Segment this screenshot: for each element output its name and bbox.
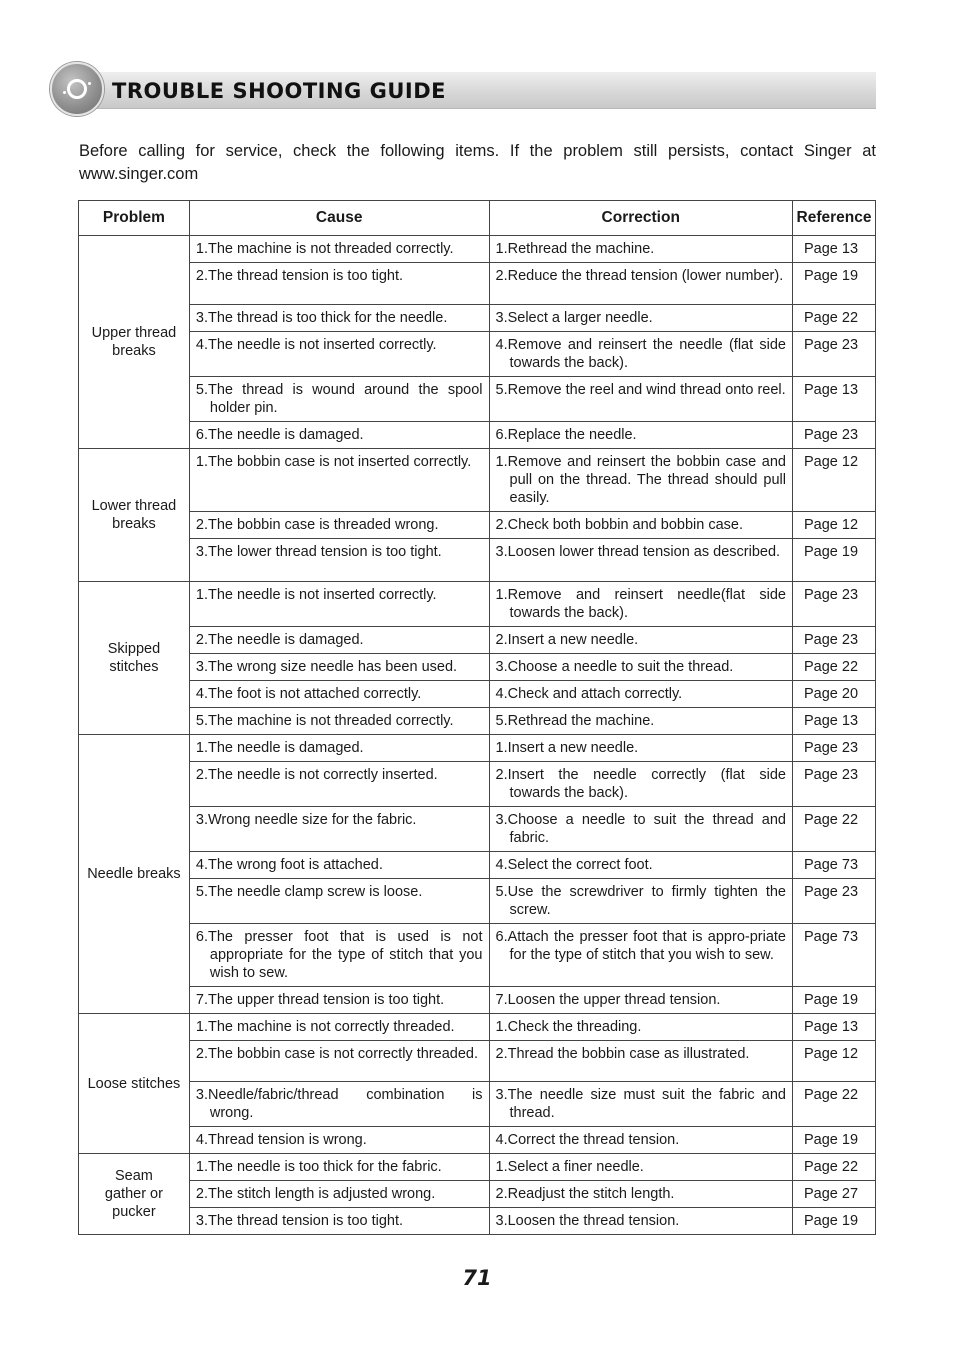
table-row bbox=[79, 879, 876, 924]
correction-cell-text: 3.Select a larger needle. bbox=[495, 310, 653, 326]
correction-cell-text: 4.Remove and reinsert the needle (flat side towards the back). bbox=[495, 337, 786, 371]
cause-cell-text: 7.The upper thread tension is too tight. bbox=[195, 992, 445, 1008]
cause-cell-text: 2.The stitch length is adjusted wrong. bbox=[195, 1186, 436, 1202]
cause-cell bbox=[189, 1208, 489, 1235]
table-header-row bbox=[79, 201, 876, 236]
cause-cell-text: 4.The needle is not inserted correctly. bbox=[195, 337, 437, 353]
table-row bbox=[79, 708, 876, 735]
correction-cell bbox=[489, 654, 792, 681]
reference-cell: Page 19 bbox=[792, 987, 875, 1014]
cause-cell bbox=[189, 1154, 489, 1181]
gear-bullet-icon bbox=[50, 62, 104, 116]
cause-cell-text: 4.The wrong foot is attached. bbox=[195, 857, 383, 873]
reference-cell: Page 22 bbox=[792, 807, 875, 852]
table-body bbox=[79, 236, 876, 1235]
cause-cell-text: 6.The presser foot that is used is not appropriate for the type of stitch that you wish to sew. bbox=[195, 929, 483, 981]
reference-cell: Page 13 bbox=[792, 708, 875, 735]
reference-cell: Page 22 bbox=[792, 1154, 875, 1181]
correction-cell-text: 3.The needle size must suit the fabric and thread. bbox=[495, 1087, 786, 1121]
table-row bbox=[79, 1041, 876, 1082]
reference-cell: Page 23 bbox=[792, 332, 875, 377]
correction-cell-text: 2.Check both bobbin and bobbin case. bbox=[495, 517, 743, 533]
correction-cell-text: 1.Rethread the machine. bbox=[495, 241, 655, 257]
correction-cell-text: 1.Select a finer needle. bbox=[495, 1159, 644, 1175]
correction-cell bbox=[489, 582, 792, 627]
correction-cell-text: 3.Loosen lower thread tension as described. bbox=[495, 544, 781, 560]
cause-cell-text: 1.The needle is damaged. bbox=[195, 740, 364, 756]
reference-cell: Page 19 bbox=[792, 1208, 875, 1235]
column-header-cause: Cause bbox=[189, 201, 489, 236]
cause-cell bbox=[189, 512, 489, 539]
cause-cell-text: 3.Needle/fabric/thread combination is wrong. bbox=[195, 1087, 483, 1121]
reference-cell: Page 20 bbox=[792, 681, 875, 708]
reference-cell: Page 22 bbox=[792, 305, 875, 332]
cause-cell bbox=[189, 1181, 489, 1208]
correction-cell bbox=[489, 1082, 792, 1127]
correction-cell bbox=[489, 924, 792, 987]
cause-cell bbox=[189, 1014, 489, 1041]
table-row bbox=[79, 1127, 876, 1154]
correction-cell-text: 2.Insert a new needle. bbox=[495, 632, 639, 648]
correction-cell-text: 3.Loosen the thread tension. bbox=[495, 1213, 680, 1229]
correction-cell-text: 2.Reduce the thread tension (lower number). bbox=[495, 268, 784, 284]
reference-cell: Page 23 bbox=[792, 422, 875, 449]
correction-cell bbox=[489, 879, 792, 924]
correction-cell-text: 7.Loosen the upper thread tension. bbox=[495, 992, 721, 1008]
table-row bbox=[79, 924, 876, 987]
reference-cell: Page 23 bbox=[792, 879, 875, 924]
reference-cell: Page 23 bbox=[792, 735, 875, 762]
table-row bbox=[79, 449, 876, 512]
cause-cell-text: 3.The wrong size needle has been used. bbox=[195, 659, 458, 675]
cause-cell bbox=[189, 449, 489, 512]
reference-cell: Page 13 bbox=[792, 236, 875, 263]
problem-cell: Needle breaks bbox=[79, 735, 190, 1014]
table-row bbox=[79, 1154, 876, 1181]
cause-cell bbox=[189, 735, 489, 762]
correction-cell-text: 4.Select the correct foot. bbox=[495, 857, 653, 873]
cause-cell-text: 2.The bobbin case is not correctly threaded. bbox=[195, 1046, 478, 1062]
table-row bbox=[79, 512, 876, 539]
table-row bbox=[79, 332, 876, 377]
section-header bbox=[50, 62, 876, 116]
reference-cell: Page 23 bbox=[792, 762, 875, 807]
correction-cell-text: 6.Attach the presser foot that is appro-priate for the type of stitch that you wish to sew. bbox=[495, 929, 786, 963]
reference-cell: Page 12 bbox=[792, 512, 875, 539]
cause-cell-text: 3.The thread tension is too tight. bbox=[195, 1213, 404, 1229]
correction-cell bbox=[489, 1127, 792, 1154]
cause-cell bbox=[189, 263, 489, 305]
table-row bbox=[79, 1082, 876, 1127]
reference-cell: Page 12 bbox=[792, 449, 875, 512]
correction-cell bbox=[489, 708, 792, 735]
cause-cell-text: 5.The needle clamp screw is loose. bbox=[195, 884, 423, 900]
table-row bbox=[79, 762, 876, 807]
cause-cell bbox=[189, 377, 489, 422]
correction-cell bbox=[489, 852, 792, 879]
intro-paragraph: Before calling for service, check the following items. If the problem still persists, contact Singer at www.singer.com bbox=[79, 142, 876, 183]
correction-cell-text: 4.Check and attach correctly. bbox=[495, 686, 683, 702]
cause-cell bbox=[189, 987, 489, 1014]
cause-cell-text: 5.The machine is not threaded correctly. bbox=[195, 713, 454, 729]
cause-cell-text: 4.Thread tension is wrong. bbox=[195, 1132, 367, 1148]
correction-cell bbox=[489, 449, 792, 512]
reference-cell: Page 19 bbox=[792, 263, 875, 305]
problem-cell: Seam gather or pucker bbox=[79, 1154, 190, 1235]
reference-cell: Page 19 bbox=[792, 1127, 875, 1154]
cause-cell bbox=[189, 582, 489, 627]
cause-cell-text: 6.The needle is damaged. bbox=[195, 427, 364, 443]
correction-cell bbox=[489, 1154, 792, 1181]
cause-cell bbox=[189, 1041, 489, 1082]
column-header-reference: Reference bbox=[792, 201, 875, 236]
cause-cell-text: 1.The needle is not inserted correctly. bbox=[195, 587, 437, 603]
reference-cell: Page 23 bbox=[792, 582, 875, 627]
reference-cell: Page 27 bbox=[792, 1181, 875, 1208]
correction-cell-text: 5.Rethread the machine. bbox=[495, 713, 655, 729]
table-row bbox=[79, 735, 876, 762]
correction-cell bbox=[489, 987, 792, 1014]
correction-cell-text: 5.Use the screwdriver to firmly tighten the screw. bbox=[495, 884, 786, 918]
cause-cell bbox=[189, 654, 489, 681]
cause-cell-text: 3.The thread is too thick for the needle. bbox=[195, 310, 448, 326]
correction-cell-text: 4.Correct the thread tension. bbox=[495, 1132, 680, 1148]
correction-cell bbox=[489, 512, 792, 539]
table-row bbox=[79, 582, 876, 627]
cause-cell bbox=[189, 807, 489, 852]
correction-cell bbox=[489, 332, 792, 377]
cause-cell bbox=[189, 879, 489, 924]
table-row bbox=[79, 852, 876, 879]
correction-cell-text: 3.Choose a needle to suit the thread and fabric. bbox=[495, 812, 786, 846]
correction-cell bbox=[489, 263, 792, 305]
column-header-problem: Problem bbox=[79, 201, 190, 236]
correction-cell bbox=[489, 377, 792, 422]
cause-cell bbox=[189, 708, 489, 735]
cause-cell-text: 2.The thread tension is too tight. bbox=[195, 268, 404, 284]
cause-cell-text: 4.The foot is not attached correctly. bbox=[195, 686, 422, 702]
reference-cell: Page 22 bbox=[792, 654, 875, 681]
column-header-correction: Correction bbox=[489, 201, 792, 236]
correction-cell bbox=[489, 807, 792, 852]
cause-cell bbox=[189, 332, 489, 377]
table-row bbox=[79, 1181, 876, 1208]
correction-cell bbox=[489, 735, 792, 762]
correction-cell bbox=[489, 539, 792, 582]
reference-cell: Page 73 bbox=[792, 924, 875, 987]
cause-cell-text: 2.The needle is damaged. bbox=[195, 632, 364, 648]
reference-cell: Page 23 bbox=[792, 627, 875, 654]
correction-cell-text: 2.Readjust the stitch length. bbox=[495, 1186, 675, 1202]
cause-cell bbox=[189, 1082, 489, 1127]
table-row bbox=[79, 422, 876, 449]
cause-cell bbox=[189, 236, 489, 263]
cause-cell bbox=[189, 305, 489, 332]
cause-cell bbox=[189, 422, 489, 449]
correction-cell bbox=[489, 1041, 792, 1082]
reference-cell: Page 73 bbox=[792, 852, 875, 879]
reference-cell: Page 22 bbox=[792, 1082, 875, 1127]
table-row bbox=[79, 627, 876, 654]
correction-cell bbox=[489, 681, 792, 708]
reference-cell: Page 13 bbox=[792, 377, 875, 422]
cause-cell bbox=[189, 681, 489, 708]
cause-cell bbox=[189, 852, 489, 879]
correction-cell bbox=[489, 1208, 792, 1235]
correction-cell bbox=[489, 422, 792, 449]
cause-cell-text: 1.The needle is too thick for the fabric. bbox=[195, 1159, 442, 1175]
page-title: TROUBLE SHOOTING GUIDE bbox=[112, 79, 446, 103]
table-row bbox=[79, 236, 876, 263]
correction-cell-text: 1.Insert a new needle. bbox=[495, 740, 639, 756]
cause-cell-text: 3.Wrong needle size for the fabric. bbox=[195, 812, 417, 828]
correction-cell bbox=[489, 1014, 792, 1041]
reference-cell: Page 19 bbox=[792, 539, 875, 582]
correction-cell bbox=[489, 1181, 792, 1208]
problem-cell: Upper thread breaks bbox=[79, 236, 190, 449]
correction-cell-text: 1.Remove and reinsert needle(flat side towards the back). bbox=[495, 587, 786, 621]
table-row bbox=[79, 305, 876, 332]
reference-cell: Page 13 bbox=[792, 1014, 875, 1041]
correction-cell bbox=[489, 236, 792, 263]
cause-cell-text: 2.The bobbin case is threaded wrong. bbox=[195, 517, 439, 533]
cause-cell-text: 1.The machine is not correctly threaded. bbox=[195, 1019, 455, 1035]
correction-cell-text: 1.Remove and reinsert the bobbin case and pull on the thread. The thread should pull easily. bbox=[495, 454, 786, 506]
cause-cell bbox=[189, 627, 489, 654]
correction-cell-text: 6.Replace the needle. bbox=[495, 427, 637, 443]
problem-cell: Loose stitches bbox=[79, 1014, 190, 1154]
trouble-shooting-table bbox=[78, 200, 876, 1235]
correction-cell bbox=[489, 305, 792, 332]
table-row bbox=[79, 681, 876, 708]
cause-cell-text: 2.The needle is not correctly inserted. bbox=[195, 767, 438, 783]
table-row bbox=[79, 987, 876, 1014]
cause-cell bbox=[189, 924, 489, 987]
table-row bbox=[79, 807, 876, 852]
cause-cell-text: 3.The lower thread tension is too tight. bbox=[195, 544, 442, 560]
correction-cell-text: 3.Choose a needle to suit the thread. bbox=[495, 659, 734, 675]
table-row bbox=[79, 1014, 876, 1041]
table-row bbox=[79, 263, 876, 305]
correction-cell-text: 1.Check the threading. bbox=[495, 1019, 642, 1035]
cause-cell-text: 5.The thread is wound around the spool holder pin. bbox=[195, 382, 483, 416]
correction-cell-text: 2.Insert the needle correctly (flat side towards the back). bbox=[495, 767, 786, 801]
problem-cell: Lower thread breaks bbox=[79, 449, 190, 582]
reference-cell: Page 12 bbox=[792, 1041, 875, 1082]
page-number: 71 bbox=[462, 1266, 492, 1290]
problem-cell: Skipped stitches bbox=[79, 582, 190, 735]
table-row bbox=[79, 539, 876, 582]
cause-cell-text: 1.The bobbin case is not inserted correctly. bbox=[195, 454, 472, 470]
cause-cell bbox=[189, 539, 489, 582]
cause-cell bbox=[189, 762, 489, 807]
correction-cell-text: 5.Remove the reel and wind thread onto reel. bbox=[495, 382, 786, 398]
table-row bbox=[79, 377, 876, 422]
correction-cell bbox=[489, 762, 792, 807]
cause-cell bbox=[189, 1127, 489, 1154]
table-row bbox=[79, 1208, 876, 1235]
table-row bbox=[79, 654, 876, 681]
correction-cell-text: 2.Thread the bobbin case as illustrated. bbox=[495, 1046, 750, 1062]
cause-cell-text: 1.The machine is not threaded correctly. bbox=[195, 241, 454, 257]
correction-cell bbox=[489, 627, 792, 654]
